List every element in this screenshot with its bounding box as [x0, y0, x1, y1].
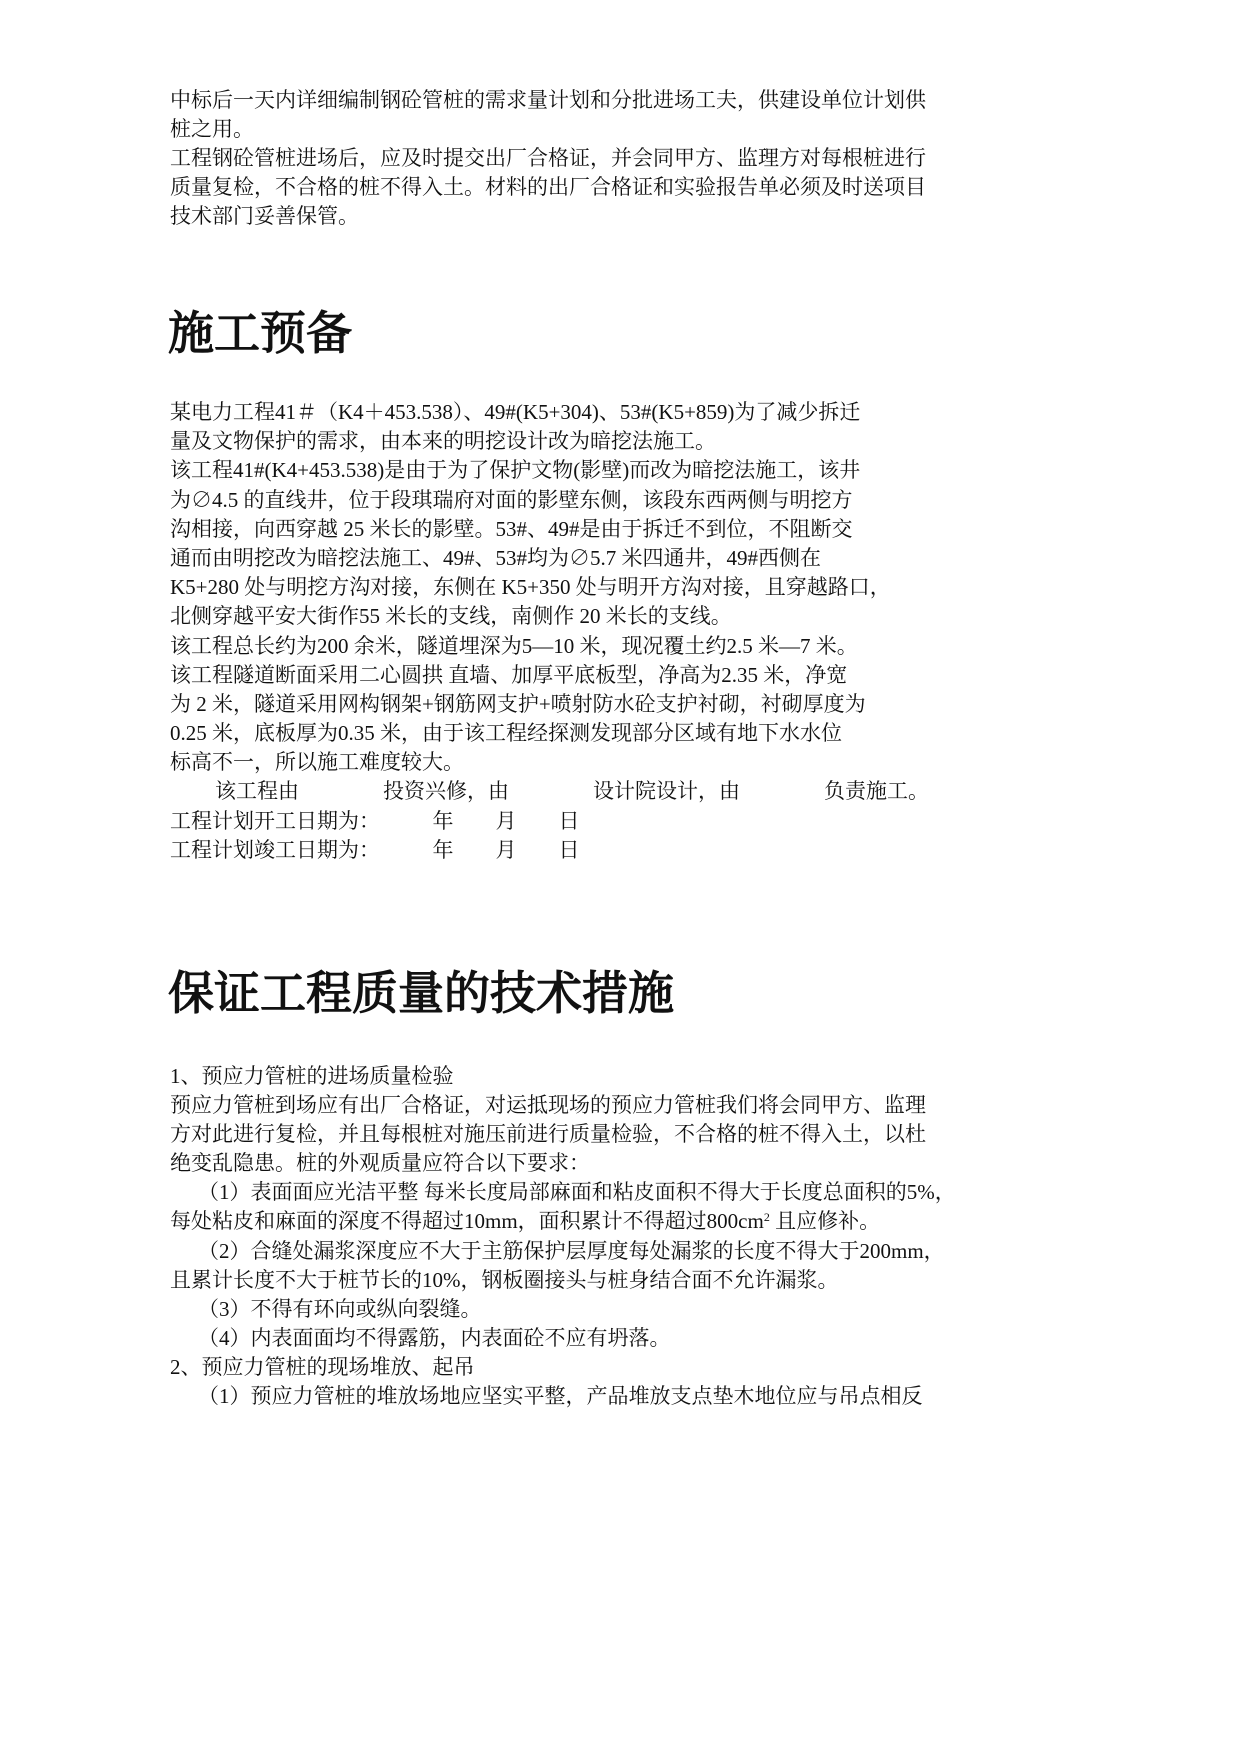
- paragraph-line: 通而由明挖改为暗挖法施工、49#、53#均为∅5.7 米四通井，49#西侧在: [170, 545, 821, 570]
- list-item: （3）不得有环向或纵向裂缝。: [198, 1296, 482, 1321]
- paragraph-line: 标高不一，所以施工难度较大。: [170, 750, 464, 775]
- paragraph-line: 且累计长度不大于桩节长的10%，钢板圈接头与桩身结合面不允许漏浆。: [170, 1267, 839, 1292]
- paragraph-line: 该工程由 投资兴修，由 设计院设计，由 负责施工。: [215, 779, 929, 804]
- paragraph-line: K5+280 处与明挖方沟对接，东侧在 K5+350 处与明开方沟对接，且穿越路口，: [170, 575, 891, 600]
- paragraph-line: 北侧穿越平安大街作55 米长的支线，南侧作 20 米长的支线。: [170, 604, 732, 629]
- section1-body: [170, 398, 1180, 865]
- paragraph-line: 0.25 米，底板厚为0.35 米，由于该工程经探测发现部分区域有地下水水位: [170, 721, 842, 746]
- text-segment: 且应修补。: [769, 1209, 881, 1234]
- text-segment: 每处粘皮和麻面的深度不得超过10mm，面积累计不得超过800cm: [170, 1209, 764, 1234]
- paragraph-line: 沟相接，向西穿越 25 米长的影壁。53#、49#是由于拆迁不到位，不阻断交: [170, 516, 853, 541]
- superscript: 2: [763, 1210, 770, 1225]
- completion-date-line: 工程计划竣工日期为： 年 月 日: [170, 837, 580, 862]
- list-item: （4）内表面面均不得露筋，内表面砼不应有坍落。: [198, 1325, 671, 1350]
- paragraph-line: 方对此进行复检，并且每根桩对施压前进行质量检验，不合格的桩不得入土，以杜: [170, 1122, 926, 1147]
- paragraph-line: 该工程隧道断面采用二心圆拱 直墙、加厚平底板型，净高为2.35 米，净宽: [170, 662, 848, 687]
- paragraph-line: 量及文物保护的需求，由本来的明挖设计改为暗挖法施工。: [170, 429, 716, 454]
- subsection-title: 2、预应力管桩的现场堆放、起吊: [170, 1354, 475, 1379]
- intro-paragraph: [170, 86, 1180, 231]
- section2-body: [170, 1062, 1180, 1411]
- list-item: （2）合缝处漏浆深度应不大于主筋保护层厚度每处漏浆的长度不得大于200mm，: [198, 1238, 945, 1263]
- paragraph-line: [170, 1207, 1180, 1236]
- list-item: （1）预应力管桩的堆放场地应坚实平整，产品堆放支点垫木地位应与吊点相反: [198, 1384, 923, 1409]
- paragraph-line: 该工程41#(K4+453.538)是由于为了保护文物(影壁)而改为暗挖法施工，该井: [170, 458, 861, 483]
- paragraph-line: 中标后一天内详细编制钢砼管桩的需求量计划和分批进场工夫，供建设单位计划供: [170, 88, 926, 112]
- start-date-line: 工程计划开工日期为： 年 月 日: [170, 808, 580, 833]
- section-heading-construction-prep: 施工预备: [168, 306, 352, 360]
- list-item: （1）表面面应光洁平整 每米长度局部麻面和粘皮面积不得大于长度总面积的5%，: [198, 1180, 956, 1205]
- paragraph-line: 工程钢砼管桩进场后，应及时提交出厂合格证，并会同甲方、监理方对每根桩进行: [170, 146, 926, 170]
- paragraph-line: 绝变乱隐患。桩的外观质量应符合以下要求：: [170, 1151, 590, 1176]
- paragraph-line: 质量复检，不合格的桩不得入土。材料的出厂合格证和实验报告单必须及时送项目: [170, 175, 926, 199]
- paragraph-line: 为 2 米，隧道采用网构钢架+钢筋网支护+喷射防水砼支护衬砌，衬砌厚度为: [170, 691, 866, 716]
- section-heading-quality-measures: 保证工程质量的技术措施: [168, 966, 674, 1020]
- paragraph-line: 技术部门妥善保管。: [170, 204, 359, 228]
- paragraph-line: 该工程总长约为200 余米，隧道埋深为5—10 米，现况覆土约2.5 米—7 米。: [170, 633, 858, 658]
- paragraph-line: 为∅4.5 的直线井，位于段琪瑞府对面的影壁东侧，该段东西两侧与明挖方: [170, 487, 853, 512]
- paragraph-line: 某电力工程41＃（K4＋453.538）、49#(K5+304)、53#(K5+859)为了减少拆迁: [170, 400, 861, 424]
- subsection-title: 1、预应力管桩的进场质量检验: [170, 1064, 454, 1088]
- paragraph-line: 预应力管桩到场应有出厂合格证，对运抵现场的预应力管桩我们将会同甲方、监理: [170, 1093, 926, 1118]
- paragraph-line: 桩之用。: [170, 117, 254, 141]
